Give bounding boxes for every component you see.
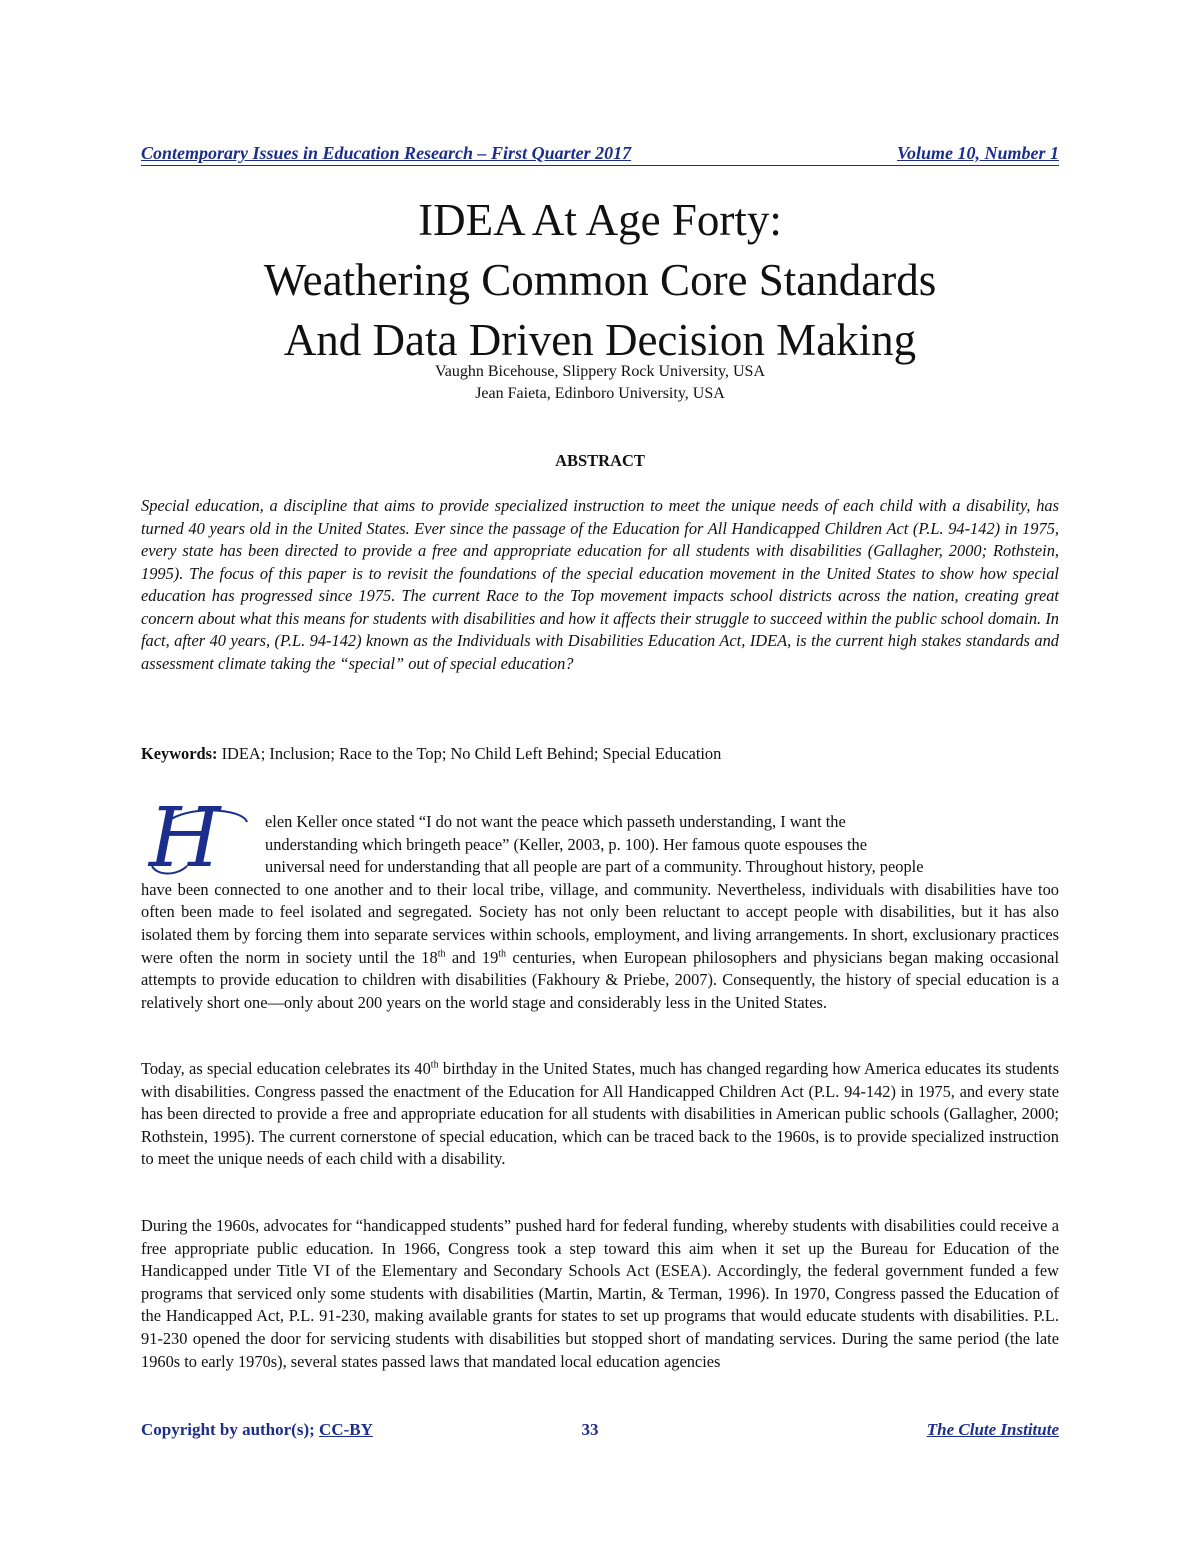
abstract-text: Special education, a discipline that aims to provide specialized instruction to meet the unique needs of each child with a disability, has turned 40 years old in the United States. Ever since the passage of the Education for All Handicapped Children Act (P.L. 94-142) in 1975, every state has been directed to provide a free and appropriate education for all students with disabilities (Gallagher, 2000; Rothstein, 1995). The focus of this paper is to revisit the foundations of the special education movement in the United States to show how special education has progressed since 1975. The current Race to the Top movement impacts school districts across the nation, creating great concern about what this means for students with disabilities and how it affects their struggle to succeed within the public school domain. In fact, after 40 years, (P.L. 94-142) known as the Individuals with Disabilities Education Act, IDEA, is the current high stakes standards and assessment climate taking the “special” out of special education? <box>141 496 1059 673</box>
p1-sup-1: th <box>437 948 446 960</box>
p2-text-b: birthday in the United States, much has changed regarding how America educates its students with disabilities. Congress passed the enactment of the Education for All Handicapped Children Act (P.L. 94-142) in 1975, and every state has been directed to provide a free and appropriate education for all students with disabilities in American public schools (Gallagher, 2000; Rothstein, 1995). The current cornerstone of special education, which can be traced back to the 1960s, is to provide specialized instruction to meet the unique needs of each child with a disability. <box>141 1059 1059 1169</box>
p2-sup: th <box>430 1059 439 1071</box>
drop-cap-letter: H <box>149 800 221 878</box>
journal-title: Contemporary Issues in Education Research – First Quarter 2017 <box>141 143 632 163</box>
p2-text-a: Today, as special education celebrates its 40 <box>141 1059 431 1078</box>
p1-sup-2: th <box>498 948 507 960</box>
p1-line-3: universal need for understanding that all people are part of a community. Throughout history, people <box>265 857 924 877</box>
paragraph-2 <box>141 1058 1059 1171</box>
publisher-link[interactable]: The Clute Institute <box>926 1420 1059 1439</box>
keywords-label: Keywords: <box>141 744 218 763</box>
title-line-2: Weathering Common Core Standards <box>263 255 937 305</box>
page-number: 33 <box>581 1420 599 1439</box>
volume-number: Volume 10, Number 1 <box>896 143 1059 163</box>
paragraph-3: During the 1960s, advocates for “handicapped students” pushed hard for federal funding, whereby students with disabilities could receive a free appropriate public education. In 1966, Congress took a step toward this aim when it set up the Bureau for Education of the Handicapped under Title VI of the Elementary and Secondary Schools Act (ESEA). Accordingly, the federal government funded a few programs that serviced only some students with disabilities (Martin, Martin, & Terman, 1996). In 1970, Congress passed the Education of the Handicapped Act, P.L. 91-230, making available grants for states to set up programs that would educate students with disabilities. P.L. 91-230 opened the door for servicing students with disabilities but stopped short of mandating services. During the same period (the late 1960s to early 1970s), several states passed laws that mandated local education agencies <box>141 1216 1059 1371</box>
p1-text-a: have been connected to one another and to their local tribe, village, and community. Nevertheless, individuals with disabilities have too often been made to feel isolated and segregated. Society has not only been reluctant to accept people with disabilities, but it has also isolated them by forcing them into separate services within schools, employment, and living arrangements. In short, exclusionary practices were often the norm in society until the 18 <box>141 879 1059 967</box>
p1-body <box>141 879 1059 1015</box>
p1-text-b: and 19 <box>445 947 499 967</box>
keywords-list: IDEA; Inclusion; Race to the Top; No Child Left Behind; Special Education <box>217 744 722 763</box>
title-line-1: IDEA At Age Forty: <box>418 195 782 245</box>
author-1: Vaughn Bicehouse, Slippery Rock University, USA <box>434 363 766 380</box>
copyright-text: Copyright by author(s); <box>141 1420 320 1439</box>
paragraph-1 <box>141 811 1059 1014</box>
license-link[interactable]: CC-BY <box>319 1420 373 1439</box>
keywords <box>141 743 1059 765</box>
title-line-3: And Data Driven Decision Making <box>283 315 917 365</box>
author-list <box>141 361 1059 405</box>
author-2: Jean Faieta, Edinboro University, USA <box>475 385 725 402</box>
running-header <box>141 142 1059 166</box>
p1-line-2: understanding which bringeth peace” (Keller, 2003, p. 100). Her famous quote espouses the <box>265 834 867 854</box>
p1-text-c: centuries, when European philosophers and physicians began making occasional attempts to provide education to children with disabilities (Fakhoury & Priebe, 2007). Consequently, the history of special education is a relatively short one—only about 200 years on the world stage and considerably less in the United States. <box>141 947 1059 1012</box>
paper-title <box>141 190 1059 370</box>
abstract-heading: ABSTRACT <box>555 451 645 470</box>
p1-line-1: elen Keller once stated “I do not want the peace which passeth understanding, I want the <box>265 812 846 831</box>
